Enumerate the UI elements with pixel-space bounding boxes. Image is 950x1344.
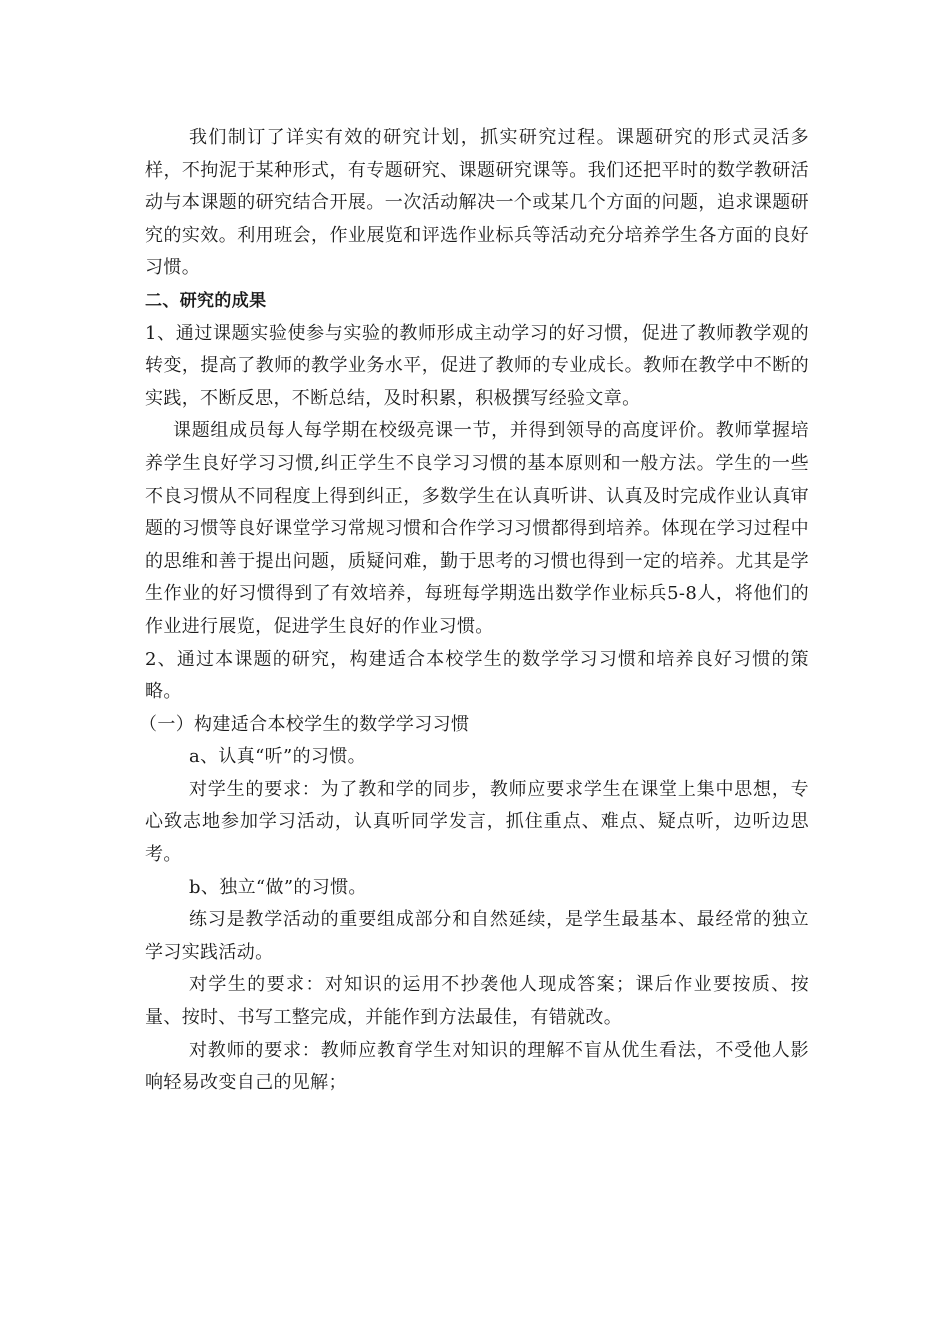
paragraph-group-members: 课题组成员每人每学期在校级亮课一节，并得到领导的高度评价。教师掌握培养学生良好学习习惯,纠正学生不良学习习惯的基本原则和一般方法。学生的一些不良习惯从不同程度上得到纠正，多数学生在认真听讲、认真及时完成作业认真审题的习惯等良好课堂学习常规习惯和合作学习习惯都得到培养。体现在学习过程中的思维和善于提出问题，质疑问难，勤于思考的习惯也得到一定的培养。尤其是学生作业的好习惯得到了有效培养，每班每学期选出数学作业标兵5-8人，将他们的作业进行展览，促进学生良好的作业习惯。 xyxy=(145,420,809,637)
paragraph-research-plan: 我们制订了详实有效的研究计划，抓实研究过程。课题研究的形式灵活多样，不拘泥于某种形式，有专题研究、课题研究课等。我们还把平时的数学教研活动与本课题的研究结合开展。一次活动解决一个或某几个方面的问题，追求课题研究的实效。利用班会，作业展览和评选作业标兵等活动充分培养学生各方面的良好习惯。 xyxy=(145,127,809,279)
section-heading-results: 二、研究的成果 xyxy=(145,290,267,311)
paragraph-result-2: 2、通过本课题的研究，构建适合本校学生的数学学习习惯和培养良好习惯的策略。 xyxy=(145,648,809,703)
item-listen-habit: a、认真“听”的习惯。 xyxy=(189,746,366,768)
paragraph-result-1: 1、通过课题实验使参与实验的教师形成主动学习的好习惯，促进了教师教学观的转变，提高了教师的教学业务水平，促进了教师的专业成长。教师在教学中不断的实践，不断反思，不断总结，及时积累，积极撰写经验文章。 xyxy=(145,322,809,409)
paragraph-teacher-requirement: 对教师的要求：教师应教育学生对知识的理解不盲从优生看法，不受他人影响轻易改变自己的见解； xyxy=(145,1039,809,1094)
paragraph-practice: 练习是教学活动的重要组成部分和自然延续，是学生最基本、最经常的独立学习实践活动。 xyxy=(145,909,809,963)
paragraph-listen-requirement: 对学生的要求：为了教和学的同步，教师应要求学生在课堂上集中思想，专心致志地参加学习活动，认真听同学发言，抓住重点、难点、疑点听，边听边思考。 xyxy=(145,778,809,866)
document-body xyxy=(139,122,809,1100)
paragraph-student-requirement: 对学生的要求：对知识的运用不抄袭他人现成答案；课后作业要按质、按量、按时、书写工整完成，并能作到方法最佳，有错就改。 xyxy=(145,974,809,1029)
item-independent-habit: b、独立“做”的习惯。 xyxy=(189,876,367,898)
subheading-habits: （一）构建适合本校学生的数学学习习惯 xyxy=(139,713,470,735)
